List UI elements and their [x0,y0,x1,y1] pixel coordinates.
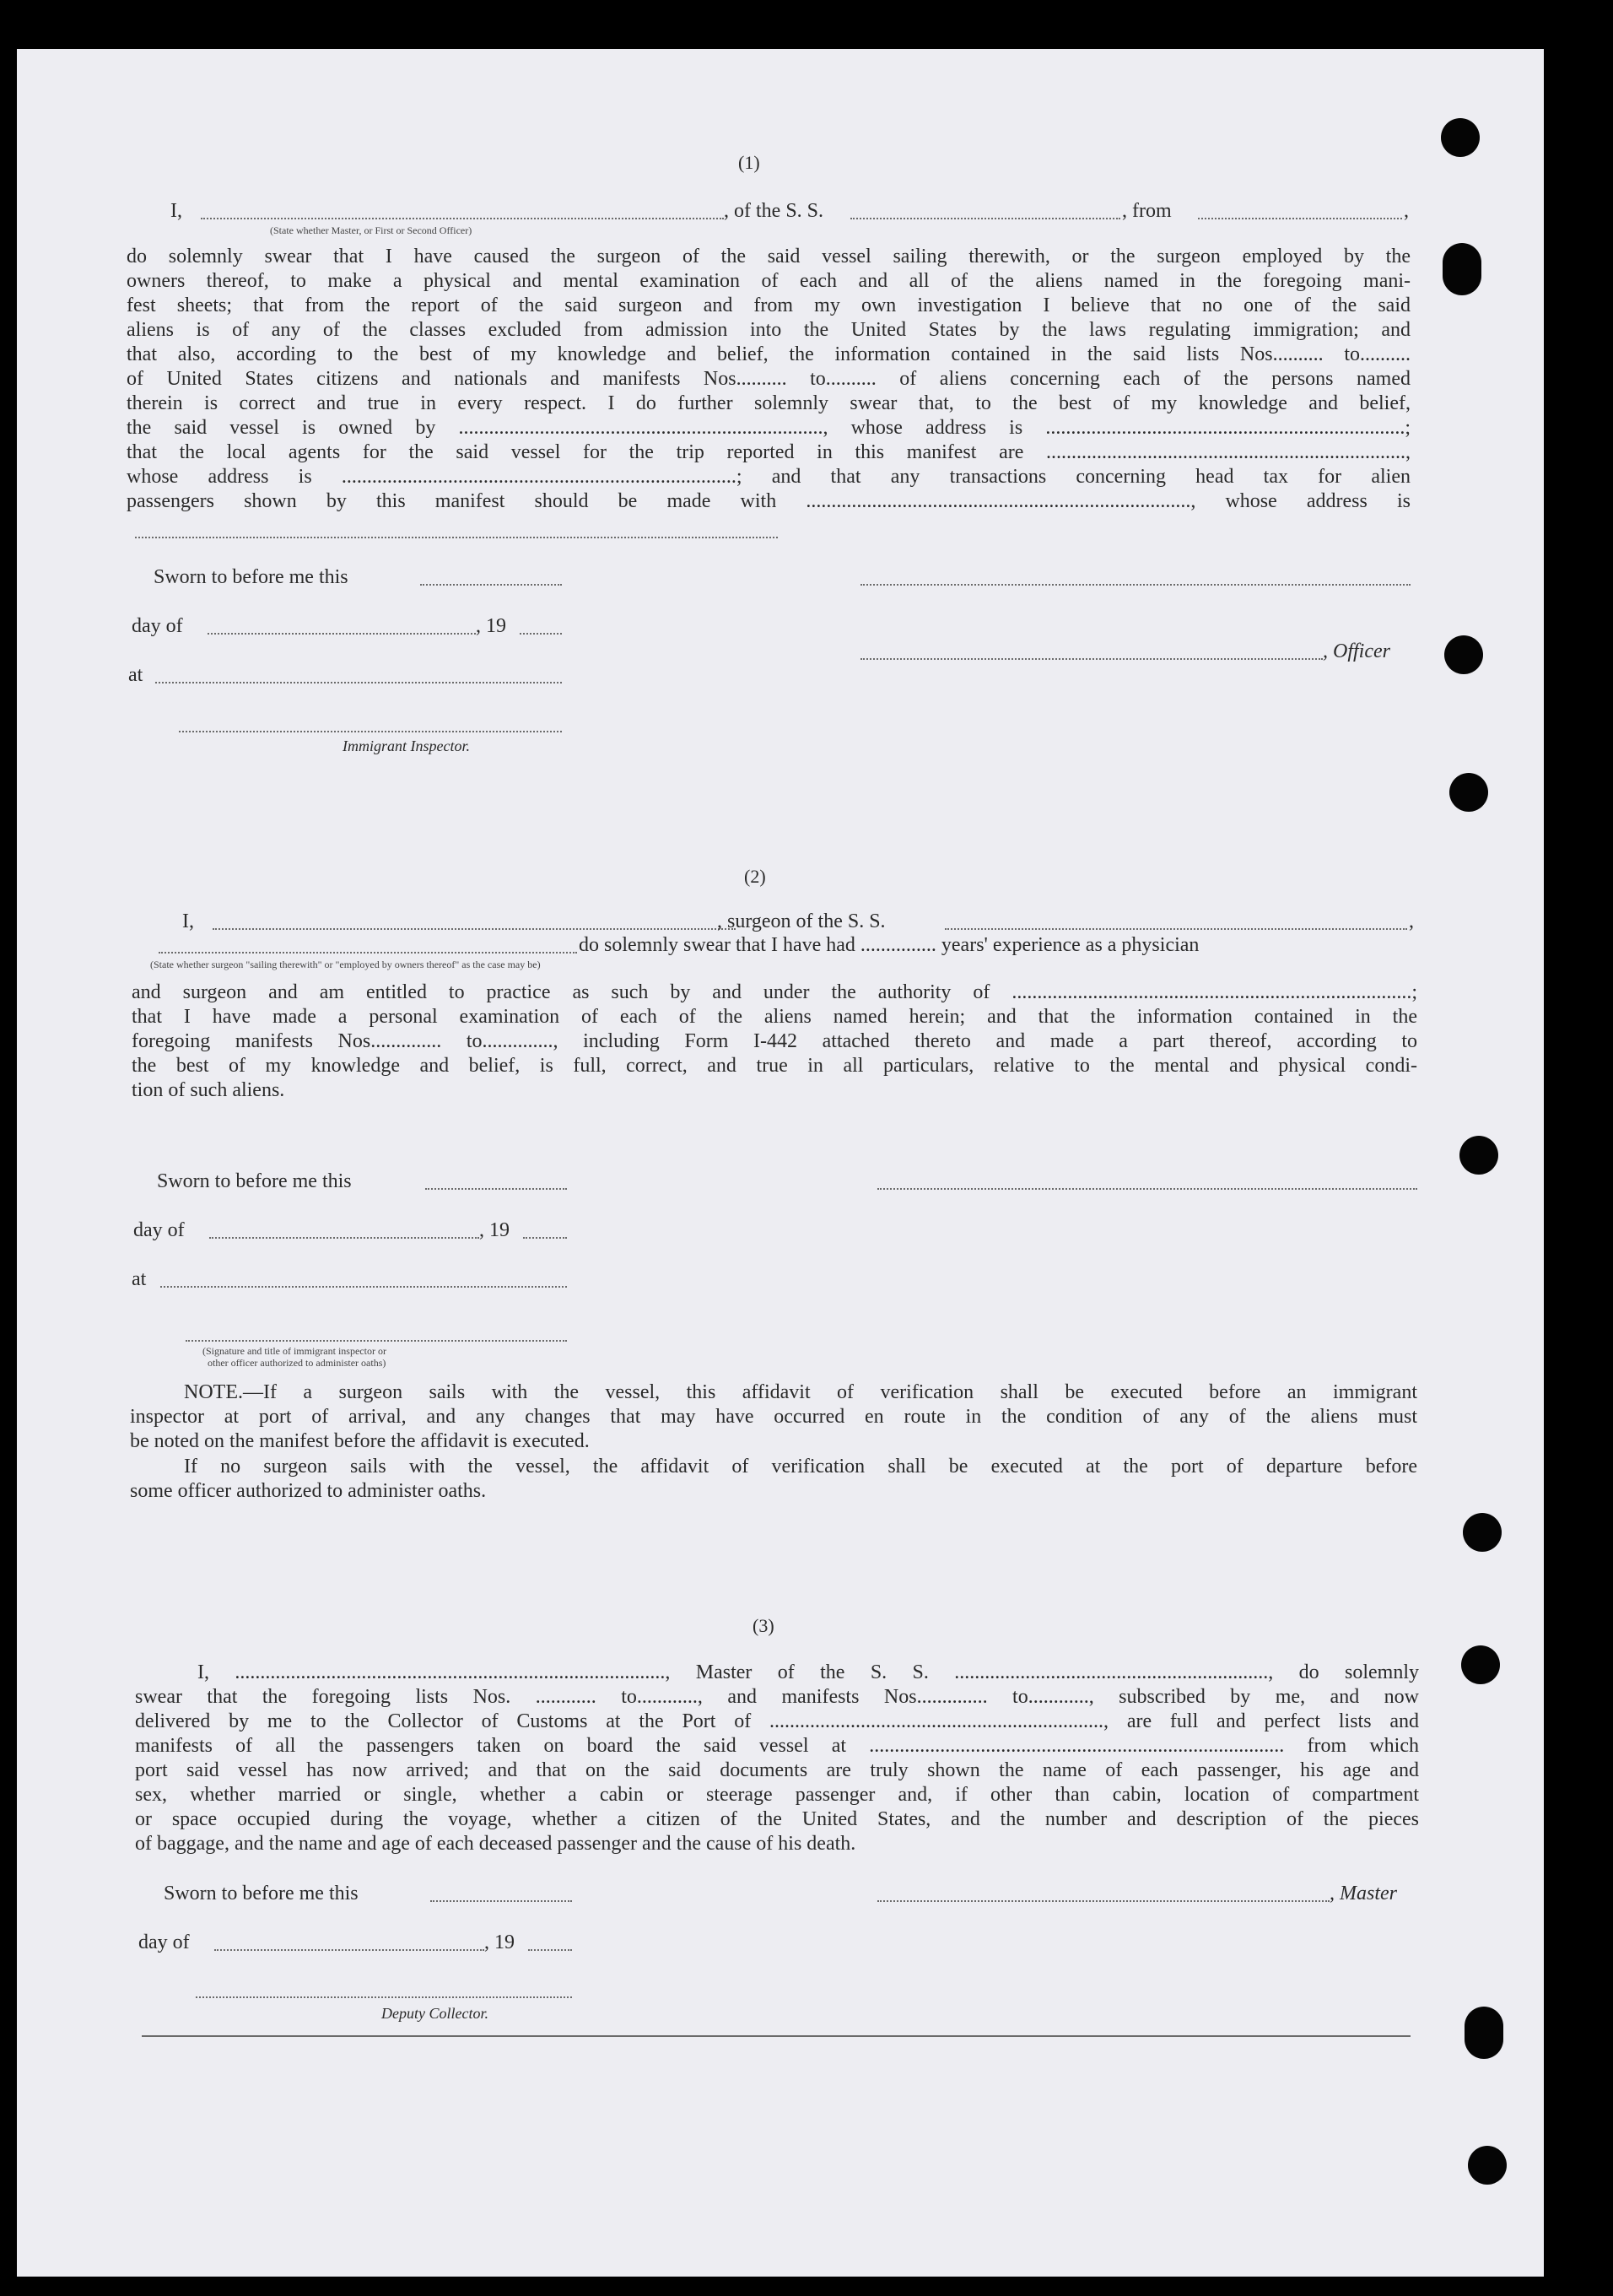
body-line: that also, according to the best of my knowledge and belief, the information contained in the said lists Nos.......... to.......... [127,343,1411,365]
body-line: that the local agents for the said vessel for the trip reported in this manifest are ......................................................................., [127,441,1411,463]
blank-line [160,1286,567,1288]
body-line: and surgeon and am entitled to practice as such by and under the authority of ...............................................................................; [132,981,1417,1003]
sworn-label: Sworn to before me this [154,566,348,588]
signature-line [179,731,562,732]
pronoun-i: I, [170,200,182,222]
note-line: some officer authorized to administer oaths. [130,1480,487,1502]
blank-line [135,537,778,538]
body-line: of baggage, and the name and age of each deceased passenger and the cause of his death. [135,1833,856,1855]
section-number: (1) [738,152,760,173]
body-line: therein is correct and true in every respect. I do further solemnly swear that, to the best of my knowledge and belief, [127,392,1411,414]
blank-line [1198,218,1402,219]
blank-line [155,682,562,683]
day-of-label: day of [138,1931,190,1953]
signature-note: (Signature and title of immigrant inspector or [202,1345,386,1357]
punch-hole [1468,2146,1507,2185]
body-line: foregoing manifests Nos.............. to.............., including Form I-442 attached thereto and made a part thereof, according to [132,1030,1417,1052]
blank-line [159,952,577,954]
note-line: inspector at port of arrival, and any changes that may have occurred en route in the condition of any of the aliens must [130,1406,1417,1428]
note-line: If no surgeon sails with the vessel, the affidavit of verification shall be executed at the port of departure before [184,1456,1417,1478]
deputy-label: Deputy Collector. [381,2005,488,2022]
signature-line [877,1900,1330,1902]
signature-line [877,1188,1417,1190]
bottom-rule [142,2035,1411,2037]
surgeon-note: (State whether surgeon "sailing therewith" or "employed by owners thereof" as the case may be) [150,959,541,970]
body-line: swear that the foregoing lists Nos. ............ to............, and manifests Nos.............. to............, subscribed by me, and now [135,1686,1419,1708]
body-line: aliens is of any of the classes excluded from admission into the United States by the laws regulating immigration; and [127,319,1411,341]
blank-line [201,218,724,219]
blank-line [425,1188,567,1190]
body-line: the best of my knowledge and belief, is full, correct, and true in all particulars, relative to the mental and physical condi- [132,1055,1417,1077]
from-label: , from [1122,200,1172,222]
of-ss-label: , of the S. S. [724,200,824,222]
day-of-label: day of [133,1219,185,1241]
officer-note: (State whether Master, or First or Second Officer) [270,224,472,236]
blank-line [520,633,562,635]
affidavit-body [127,245,1411,514]
signature-line [860,658,1323,660]
body-line: do solemnly swear that I have caused the surgeon of the said vessel sailing therewith, or the surgeon employed by the [127,246,1411,267]
year-label: , 19 [484,1931,515,1953]
body-line: the said vessel is owned by ........................................................................, whose address is .......................................................................; [127,417,1411,439]
body-line: port said vessel has now arrived; and that on the said documents are truly shown the name of each passenger, his age and [135,1759,1419,1781]
at-label: at [128,664,143,686]
note-line: NOTE.—If a surgeon sails with the vessel, this affidavit of verification shall be executed before an immigrant [184,1381,1417,1403]
signature-line [196,1996,572,1998]
blank-line [214,1949,484,1951]
punch-hole [1465,2007,1503,2059]
pronoun-i: I, [182,910,194,932]
blank-line [213,928,736,930]
body-line: of United States citizens and nationals and manifests Nos.......... to.......... of aliens concerning each of the persons named [127,368,1411,390]
note-paragraph [130,1380,1417,1454]
signature-note: other officer authorized to administer oaths) [208,1357,386,1369]
comma: , [1404,200,1409,222]
form-page [17,49,1544,2277]
body-line: I, ....................................................................................., Master of the S. S. .............................................................., do solemnly [197,1661,1419,1683]
body-line: fest sheets; that from the report of the said surgeon and from my own investigation I believe that no one of the said [127,294,1411,316]
body-line: sex, whether married or single, whether a cabin or steerage passenger and, if other than cabin, location of compartment [135,1784,1419,1806]
surgeon-of-label: , surgeon of the S. S. [717,910,886,932]
body-line: or space occupied during the voyage, whether a citizen of the United States, and the number and description of the pieces [135,1808,1419,1830]
blank-line [208,633,476,635]
inspector-label: Immigrant Inspector. [343,737,470,754]
body-line: tion of such aliens. [132,1079,285,1101]
punch-hole [1443,243,1481,295]
at-label: at [132,1268,147,1290]
punch-hole [1441,118,1480,157]
officer-label: , Officer [1323,640,1390,662]
punch-hole [1449,773,1488,812]
sworn-label: Sworn to before me this [157,1170,352,1192]
punch-hole [1463,1513,1502,1552]
affidavit-body [135,1661,1419,1856]
signature-line [186,1340,567,1342]
affidavit-body [132,981,1417,1103]
blank-line [430,1900,572,1902]
note-paragraph [130,1455,1417,1504]
body-line: manifests of all the passengers taken on board the said vessel at .................................................................................. from which [135,1735,1419,1757]
note-line: be noted on the manifest before the affidavit is executed. [130,1430,590,1452]
year-label: , 19 [476,615,506,637]
signature-line [860,584,1411,586]
body-line: whose address is ..............................................................................; and that any transactions concerning head tax for alien [127,466,1411,488]
section-number: (2) [744,866,766,887]
section-number: (3) [753,1615,774,1636]
master-label: , Master [1330,1883,1397,1904]
blank-line [420,584,562,586]
sworn-label: Sworn to before me this [164,1883,359,1904]
punch-hole [1461,1645,1500,1684]
blank-line [850,218,1120,219]
body-line: that I have made a personal examination of each of the aliens named herein; and that the information contained in the [132,1006,1417,1028]
body-line: delivered by me to the Collector of Customs at the Port of .................................................................., are full and perfect lists and [135,1710,1419,1732]
blank-line [945,928,1407,930]
blank-line [209,1237,479,1239]
blank-line [523,1237,567,1239]
comma: , [1409,910,1414,932]
body-line: passengers shown by this manifest should be made with ............................................................................, whose address is [127,490,1411,512]
punch-hole [1444,635,1483,674]
body-line: owners thereof, to make a physical and mental examination of each and all of the aliens named in the foregoing mani- [127,270,1411,292]
year-label: , 19 [479,1219,510,1241]
punch-hole [1459,1136,1498,1175]
blank-line [528,1949,572,1951]
day-of-label: day of [132,615,183,637]
swear-line: do solemnly swear that I have had ............... years' experience as a physician [579,934,1200,956]
